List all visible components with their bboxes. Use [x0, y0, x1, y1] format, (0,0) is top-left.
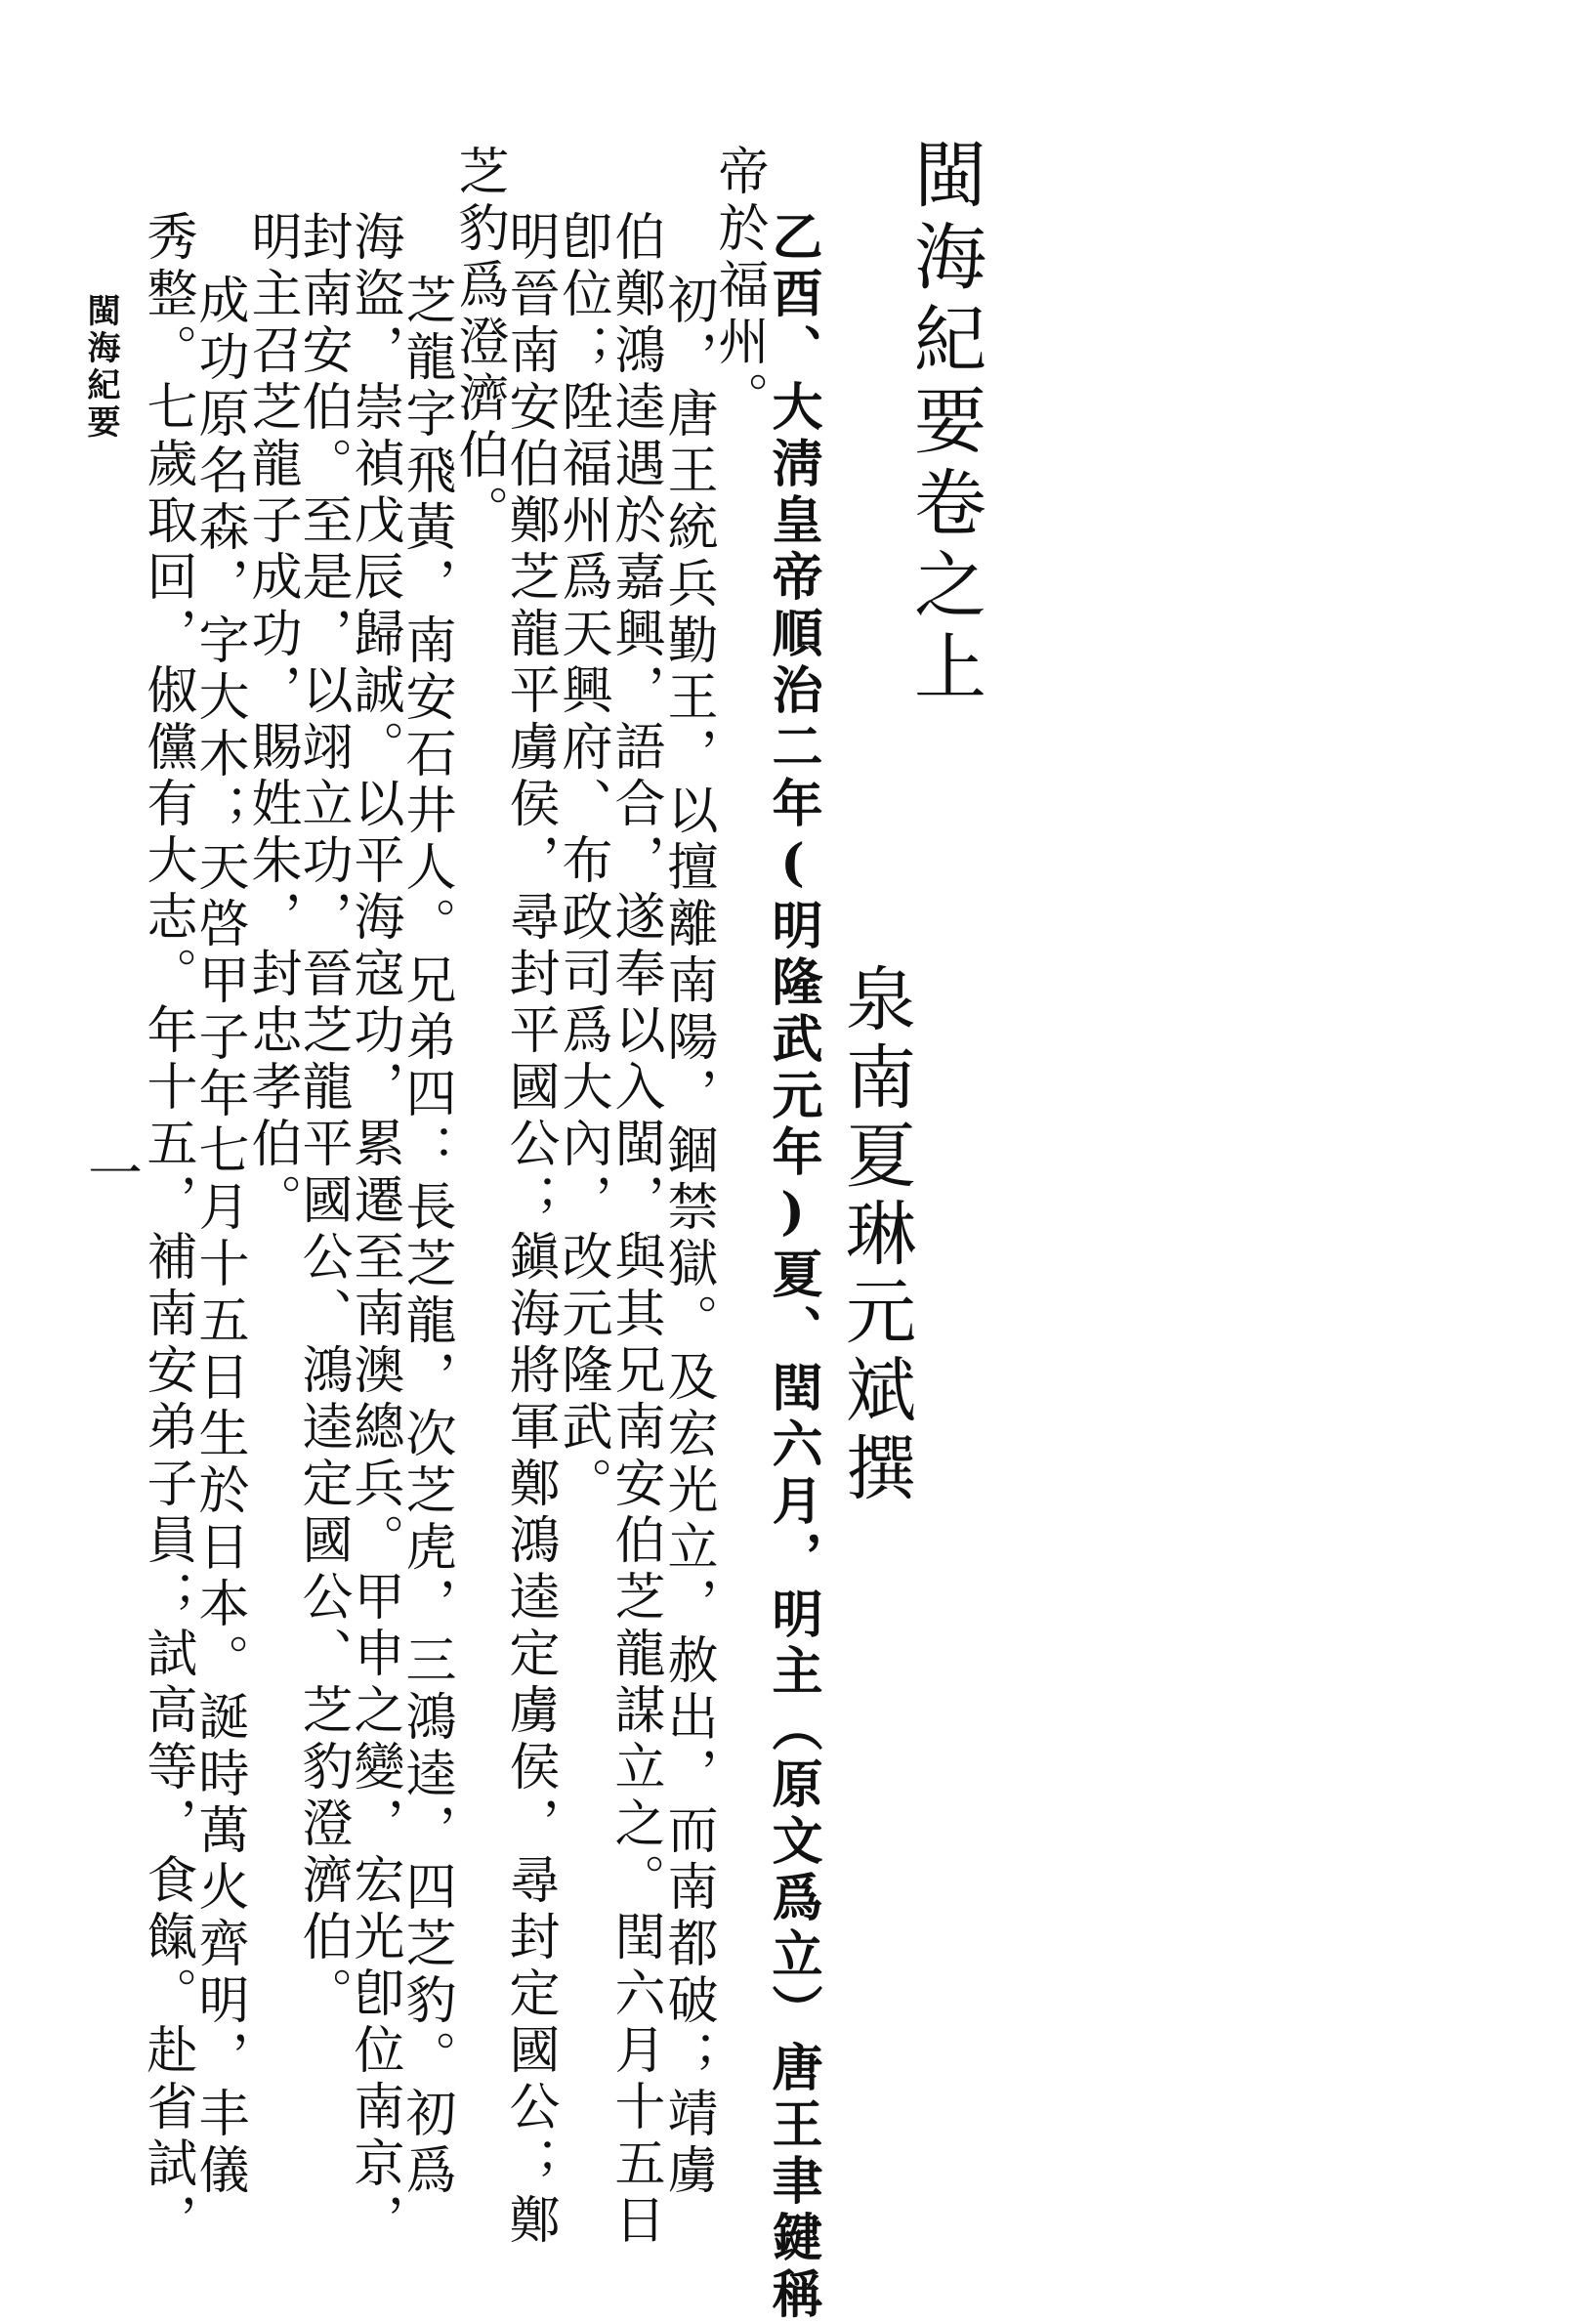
- text-column: 秀整。七歲取回，俶儻有大志。年十五，補南安弟子員；試高等，食餼。赴省試，: [138, 210, 196, 2250]
- text-column: 明晉南安伯鄭芝龍平虜侯，尋封平國公；鎭海將軍鄭鴻逵定虜侯，尋封定國公；鄭: [500, 210, 559, 2250]
- author-line: 泉南夏琳元斌撰: [834, 962, 916, 1509]
- text-column: 成功原名森，字大木；天啓甲子年七月十五日生於日本。誕時萬火齊明，丰儀: [189, 274, 248, 2200]
- page-number: 一: [88, 1143, 143, 1206]
- text-column: 封南安伯。至是，以翊立功，晉芝龍平國公、鴻逵定國公、芝豹澄濟伯。: [293, 210, 352, 2023]
- text-column: 伯鄭鴻逵遇於嘉興，語合，遂奉以入閩，與其兄南安伯芝龍謀立之。閏六月十五日: [606, 210, 664, 2250]
- text-column: 卽位；陞福州爲天興府、布政司爲大內，改元隆武。: [553, 210, 611, 1513]
- text-column: 海盜，崇禎戊辰歸誠。以平海寇功，累遷至南澳總兵。甲申之變，宏光卽位南京，: [345, 210, 403, 2250]
- book-title: 閩海紀要卷之上: [902, 137, 986, 711]
- text-column: 芝龍字飛黃，南安石井人。兄弟四：長芝龍，次芝虎，三鴻逵，四芝豹。初爲: [397, 274, 455, 2200]
- text-column: 帝於福州。: [709, 145, 768, 428]
- text-column: 明主召芝龍子成功，賜姓朱，封忠孝伯。: [242, 210, 301, 1230]
- running-title: 閩海紀要: [81, 293, 120, 442]
- text-column: 乙酉、大淸皇帝順治二年(明隆武元年)夏、閏六月，明主（原文爲立）唐王聿鍵稱: [763, 210, 822, 2324]
- text-column: 初，唐王統兵勤王，以擅離南陽，錮禁獄。及宏光立，赦出，而南都破；靖虜: [658, 274, 717, 2200]
- text-column: 芝豹爲澄濟伯。: [449, 145, 508, 541]
